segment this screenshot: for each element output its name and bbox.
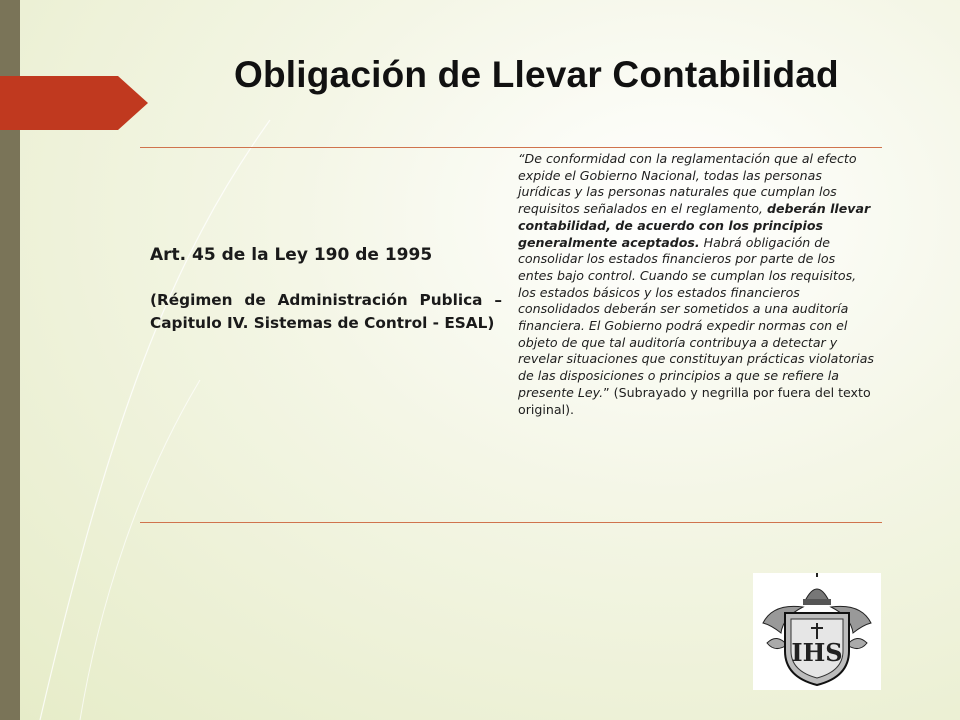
law-quote [518, 151, 874, 418]
quote-bold: deberán llevar contabilidad, de acuerdo con los principios generalmente aceptados. [518, 201, 871, 250]
quote-part-2: Habrá obligación de consolidar los estados financieros por parte de los entes bajo control. Cuando se cumplan los requisitos, los estados básicos y los estados financieros consolidados deberán ser sometidos a una auditoría financiera. El Gobierno podrá expedir normas con el objeto de que tal auditoría contribuya a detectar y revelar situaciones que constituyan prácticas violatorias de las disposiciones o principios a que se refiere la presente Ley. [518, 234, 874, 400]
table-bottom-rule [140, 522, 882, 523]
law-reference: Art. 45 de la Ley 190 de 1995 [150, 245, 433, 265]
seal-monogram: IHS [791, 638, 843, 667]
law-reference-block [150, 245, 502, 335]
page-title: Obligación de Llevar Contabilidad [234, 54, 839, 95]
law-subtitle: (Régimen de Administración Publica – Capitulo IV. Sistemas de Control - ESAL) [150, 291, 502, 332]
title-ribbon [0, 76, 148, 130]
university-seal-logo [753, 573, 881, 690]
table-top-rule [140, 147, 882, 148]
quote-part-3: ” (Subrayado y negrilla por fuera del texto original). [518, 384, 871, 417]
quote-part-1: “De conformidad con la reglamentación que al efecto expide el Gobierno Nacional, todas las personas jurídicas y las personas naturales que cumplan los requisitos señalados en el reglamento, [518, 151, 857, 217]
